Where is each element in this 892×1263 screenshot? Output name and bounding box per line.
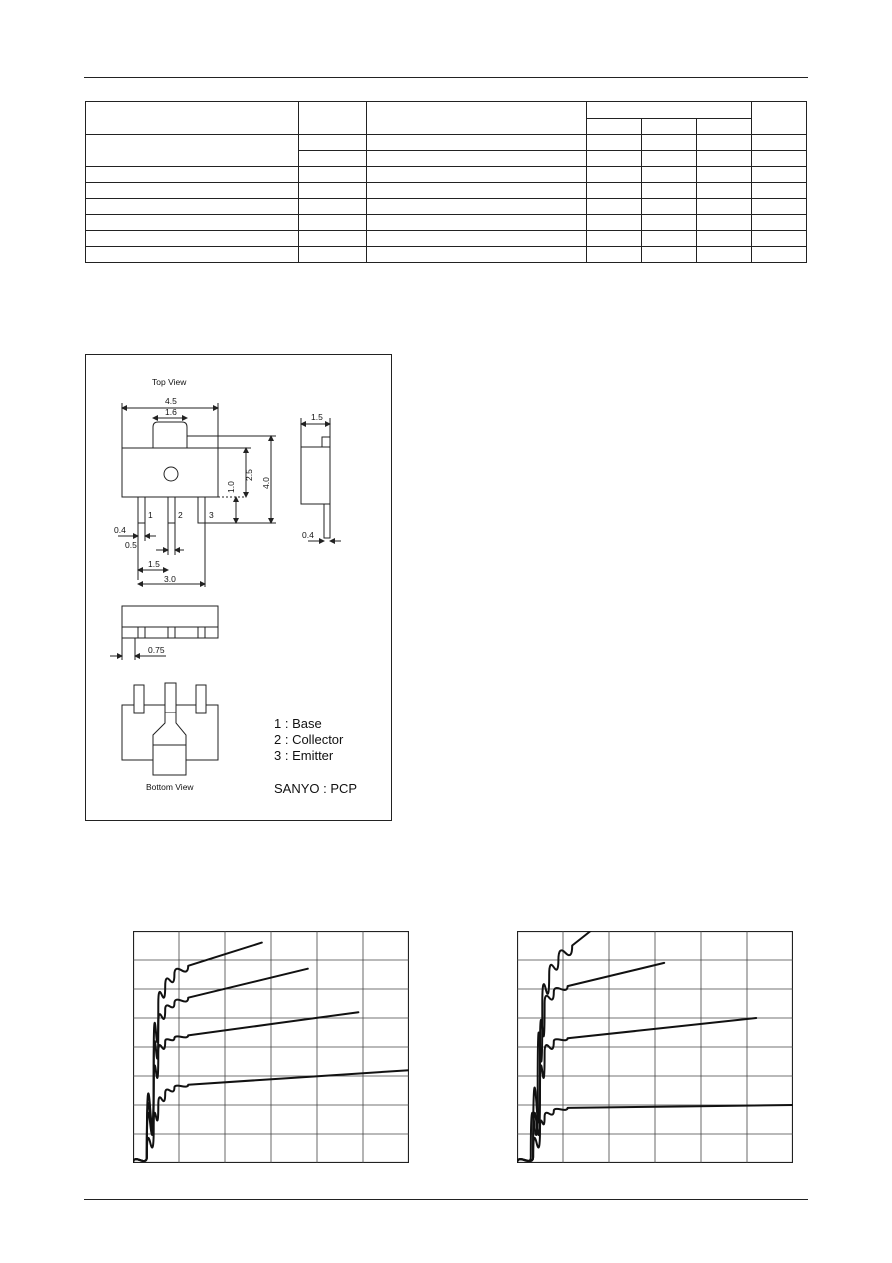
side-view-tab	[322, 437, 330, 447]
table-cell	[697, 183, 752, 199]
table-cell	[86, 247, 299, 263]
dim-center-lead-width: 0.5	[125, 540, 137, 550]
table-cell	[367, 102, 587, 135]
top-view-label: Top View	[152, 377, 187, 387]
table-cell	[86, 102, 299, 135]
table-cell	[697, 215, 752, 231]
table-row	[86, 247, 807, 263]
table-cell	[752, 135, 807, 151]
pin-number-2: 2	[178, 510, 183, 520]
dim-side-lead: 0.4	[302, 530, 314, 540]
dim-span: 3.0	[164, 574, 176, 584]
dim-body-height: 2.5	[244, 469, 254, 481]
table-cell	[587, 199, 642, 215]
dim-side-thickness: 1.5	[311, 412, 323, 422]
table-cell	[367, 135, 587, 151]
table-cell	[752, 215, 807, 231]
table-cell	[587, 135, 642, 151]
table-row	[86, 167, 807, 183]
lead-1	[138, 497, 145, 523]
table-cell	[367, 183, 587, 199]
table-cell	[587, 247, 642, 263]
table-cell	[299, 247, 367, 263]
table-cell	[299, 167, 367, 183]
lead-2	[168, 497, 175, 523]
table-cell	[299, 151, 367, 167]
dim-tab-width: 1.6	[165, 407, 177, 417]
table-cell	[367, 247, 587, 263]
table-cell	[299, 231, 367, 247]
table-cell	[86, 199, 299, 215]
top-view-body	[122, 448, 218, 497]
table-cell	[367, 231, 587, 247]
bottom-view-heatsink	[153, 713, 186, 745]
table-cell	[642, 247, 697, 263]
table-cell	[642, 199, 697, 215]
table-header-row	[86, 102, 807, 119]
dim-overall-height: 4.0	[261, 477, 271, 489]
table-cell	[299, 183, 367, 199]
package-code: SANYO : PCP	[274, 781, 358, 796]
table-cell	[697, 247, 752, 263]
table-cell	[642, 167, 697, 183]
table-cell	[752, 231, 807, 247]
top-view-tab	[153, 422, 187, 448]
table-cell	[587, 167, 642, 183]
table-cell	[587, 183, 642, 199]
package-outline-box	[85, 354, 392, 821]
dim-lead-width: 0.4	[114, 525, 126, 535]
table-cell	[587, 231, 642, 247]
table-row	[86, 199, 807, 215]
table-row	[86, 135, 807, 151]
end-view-body	[122, 606, 218, 627]
table-cell	[697, 167, 752, 183]
dim-width: 4.5	[165, 396, 177, 406]
table-cell	[752, 247, 807, 263]
package-outline-drawing	[86, 355, 393, 822]
table-cell	[642, 231, 697, 247]
table-cell	[697, 199, 752, 215]
table-cell	[367, 167, 587, 183]
table-cell	[367, 199, 587, 215]
lead-3	[198, 497, 205, 523]
table-cell	[697, 135, 752, 151]
side-view-lead	[324, 504, 330, 538]
table-cell	[299, 135, 367, 151]
characteristic-graph-right	[517, 931, 793, 1163]
mounting-hole	[164, 467, 178, 481]
table-cell	[642, 183, 697, 199]
table-cell	[587, 151, 642, 167]
table-cell	[752, 183, 807, 199]
table-row	[86, 215, 807, 231]
table-cell	[642, 215, 697, 231]
table-cell	[86, 167, 299, 183]
header-rule	[84, 77, 808, 78]
table-cell	[642, 118, 697, 135]
pin-number-3: 3	[209, 510, 214, 520]
table-cell	[367, 215, 587, 231]
pin-assignment-collector: 2 : Collector	[274, 732, 344, 747]
table-cell	[697, 231, 752, 247]
footer-rule	[84, 1199, 808, 1200]
table-cell	[752, 199, 807, 215]
pin-number-1: 1	[148, 510, 153, 520]
table-cell	[86, 231, 299, 247]
table-cell	[697, 151, 752, 167]
table-cell	[299, 102, 367, 135]
table-cell	[86, 183, 299, 199]
table-cell	[752, 167, 807, 183]
table-row	[86, 231, 807, 247]
side-view-body	[301, 447, 330, 504]
dim-pitch: 1.5	[148, 559, 160, 569]
table-cell	[642, 135, 697, 151]
dim-lead-offset: 1.0	[226, 481, 236, 493]
table-cell	[86, 135, 299, 167]
characteristic-graph-left	[133, 931, 409, 1163]
pin-assignment-emitter: 3 : Emitter	[274, 748, 334, 763]
dim-end-lead: 0.75	[148, 645, 165, 655]
pin-assignment-base: 1 : Base	[274, 716, 322, 731]
table-cell	[752, 151, 807, 167]
table-cell	[86, 215, 299, 231]
table-cell	[697, 118, 752, 135]
table-cell	[299, 199, 367, 215]
table-cell	[299, 215, 367, 231]
series-curve-2	[133, 1012, 358, 1163]
table-cell	[367, 151, 587, 167]
electrical-characteristics-table	[85, 101, 807, 263]
series-curve-2	[517, 1018, 756, 1163]
table-cell	[642, 151, 697, 167]
table-row	[86, 183, 807, 199]
bottom-view-label: Bottom View	[146, 782, 194, 792]
table-cell	[587, 215, 642, 231]
table-cell	[587, 118, 642, 135]
table-cell	[587, 102, 752, 119]
table-cell	[752, 102, 807, 135]
